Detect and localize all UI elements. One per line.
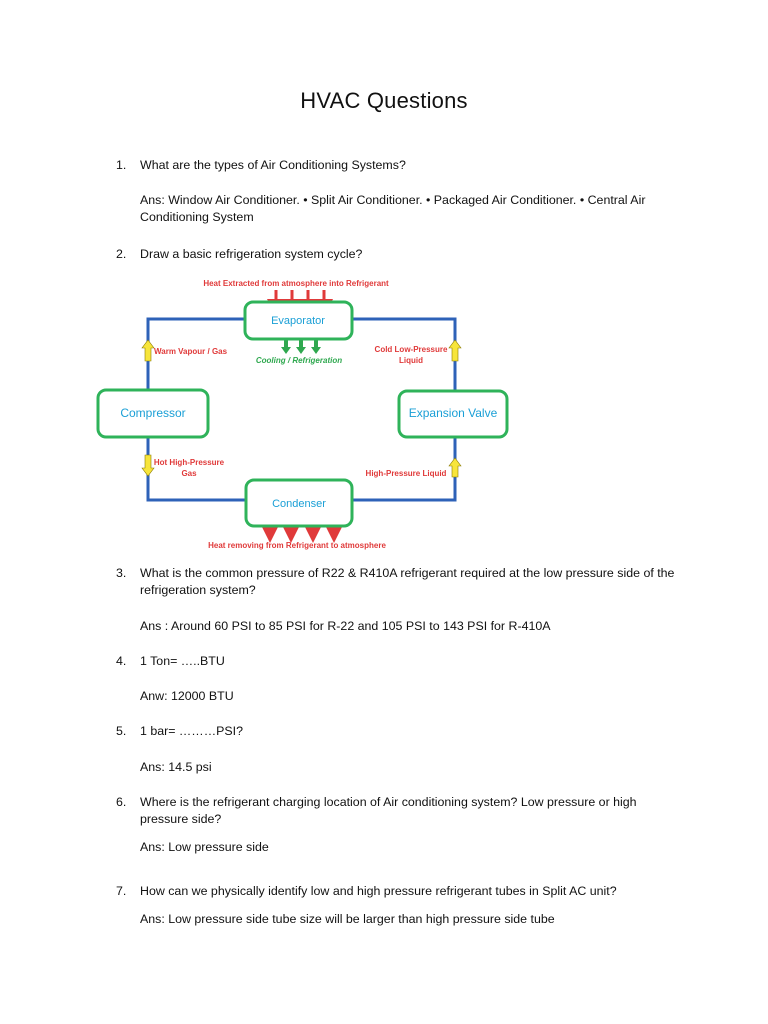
pipe-evaporator-expansion — [352, 319, 455, 391]
question-text: 1 bar= ………PSI? — [140, 724, 243, 738]
question-number: 7. — [116, 884, 127, 898]
question-number: 1. — [116, 158, 127, 172]
question-text: How can we physically identify low and high pressure refrigerant tubes in Split AC unit? — [140, 884, 617, 898]
high-pressure-liquid-label: High-Pressure Liquid — [365, 469, 447, 478]
up-arrow-icon — [449, 458, 461, 477]
compressor-box — [98, 390, 208, 437]
question-text: Draw a basic refrigeration system cycle? — [140, 247, 363, 261]
question-text: What is the common pressure of R22 & R410A refrigerant required at the low pressure side of the refrigeration system? — [140, 566, 675, 597]
evaporator-label: Evaporator — [271, 315, 325, 327]
heat-in-label: Heat Extracted from atmosphere into Refrigerant — [203, 279, 389, 288]
hot-high-pressure-label-line2: Gas — [181, 469, 197, 478]
question-text: 1 Ton= …..BTU — [140, 654, 225, 668]
question-number: 4. — [116, 654, 127, 668]
warm-vapour-label: Warm Vapour / Gas — [154, 347, 228, 356]
answer-3: Ans : Around 60 PSI to 85 PSI for R-22 and 105 PSI to 143 PSI for R-410A — [140, 619, 551, 633]
question-text: What are the types of Air Conditioning Systems? — [140, 158, 406, 172]
up-arrow-icon — [449, 340, 461, 361]
question-3 — [116, 565, 686, 599]
question-number: 3. — [116, 566, 127, 580]
cold-low-pressure-label-line2: Liquid — [399, 356, 423, 365]
cooling-label: Cooling / Refrigeration — [255, 356, 343, 365]
heat-out-label: Heat removing from Refrigerant to atmosphere — [208, 541, 386, 550]
expansion-valve-box — [399, 391, 507, 437]
cold-low-pressure-label: Cold Low-Pressure — [374, 345, 448, 354]
page-title: HVAC Questions — [300, 88, 468, 113]
answer-6: Ans: Low pressure side — [140, 840, 269, 854]
question-6 — [116, 794, 686, 828]
condenser-label: Condenser — [272, 498, 326, 510]
question-number: 6. — [116, 795, 127, 809]
up-arrow-icon — [142, 340, 154, 361]
down-arrow-icon — [142, 455, 154, 476]
condenser-box — [246, 480, 352, 526]
question-number: 2. — [116, 247, 127, 261]
answer-1: Ans: Window Air Conditioner. • Split Air Conditioner. • Packaged Air Conditioner. • Central Air Conditioning System — [140, 193, 646, 224]
pipe-compressor-condenser — [148, 437, 246, 500]
question-text: Where is the refrigerant charging location of Air conditioning system? Low pressure or high pressure side? — [140, 795, 637, 826]
compressor-label: Compressor — [120, 406, 186, 420]
question-7 — [116, 883, 686, 900]
hot-high-pressure-label: Hot High-Pressure — [153, 458, 225, 467]
answer-5: Ans: 14.5 psi — [140, 760, 212, 774]
expansion-valve-label: Expansion Valve — [408, 406, 498, 420]
question-5 — [116, 723, 686, 740]
evaporator-box — [245, 302, 352, 339]
question-number: 5. — [116, 724, 127, 738]
answer-4: Anw: 12000 BTU — [140, 689, 234, 703]
answer-7: Ans: Low pressure side tube size will be larger than high pressure side tube — [140, 912, 555, 926]
question-4 — [116, 653, 686, 670]
